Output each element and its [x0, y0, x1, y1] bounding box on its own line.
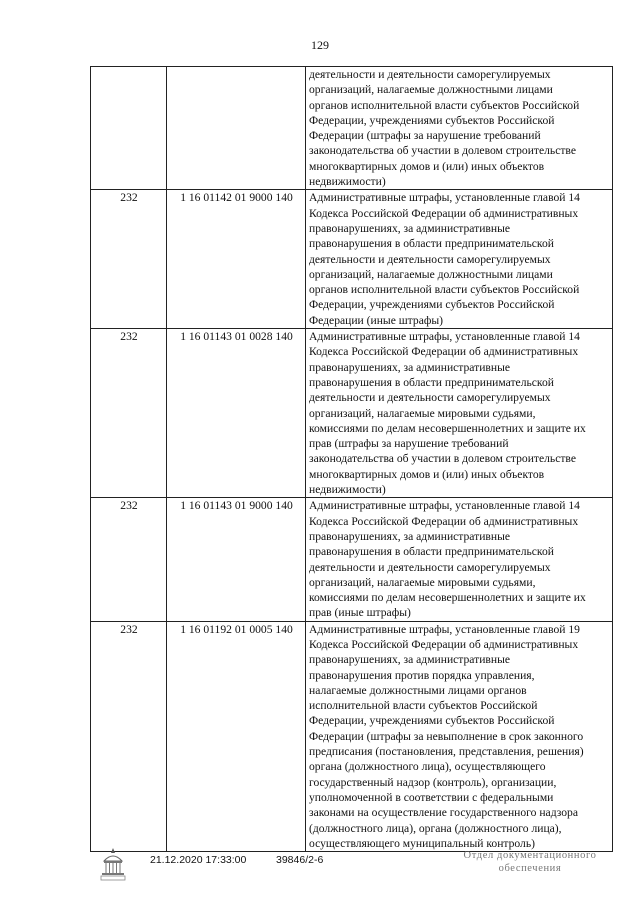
description-line: комиссиями по делам несовершеннолетних и защите их [309, 421, 586, 435]
budget-code-cell: 1 16 01142 01 9000 140 [167, 190, 306, 329]
description-line: органа (должностного лица), осуществляющего [309, 760, 546, 774]
description-line: деятельности и деятельности саморегулируемых [309, 252, 551, 266]
row-number-cell: 232 [91, 498, 167, 621]
description-line: правонарушениях, за административные [309, 653, 511, 667]
description-line: деятельности и деятельности саморегулируемых [309, 68, 551, 81]
description-line: законодательства об участии в долевом строительстве [309, 452, 576, 466]
description-line: государственный надзор (контроль), организации, [309, 775, 557, 789]
description-cell [306, 621, 613, 851]
description-line: комиссиями по делам несовершеннолетних и защите их [309, 591, 586, 605]
stamp-line-1: Отдел документационного [463, 850, 597, 861]
footer-date: 21.12.2020 17:33:00 [150, 854, 247, 866]
row-number-cell: 232 [91, 190, 167, 329]
description-line: исполнительной власти субъектов Российской [309, 699, 538, 713]
description-line: Федерации, учреждениями субъектов Российской [309, 714, 555, 728]
description-line: организаций, налагаемые мировыми судьями, [309, 406, 536, 420]
description-line: Кодекса Российской Федерации об административных [309, 637, 579, 651]
description-line: прав (штрафы за нарушение требований [309, 437, 509, 451]
description-line: деятельности и деятельности саморегулируемых [309, 560, 551, 574]
description-line: Административные штрафы, установленные главой 14 [309, 499, 580, 513]
revenue-codes-table [90, 66, 613, 852]
description-line: Кодекса Российской Федерации об административных [309, 206, 579, 220]
description-line: деятельности и деятельности саморегулируемых [309, 391, 551, 405]
department-stamp [450, 849, 610, 875]
description-line: органов исполнительной власти субъектов Российской [309, 283, 580, 297]
description-line: правонарушения в области предпринимательской [309, 375, 554, 389]
description-line: многоквартирных домов и (или) иных объектов [309, 467, 545, 481]
description-line: правонарушениях, за административные [309, 529, 511, 543]
description-line: правонарушениях, за административные [309, 221, 511, 235]
row-number-cell [91, 67, 167, 190]
description-line: многоквартирных домов и (или) иных объектов [309, 159, 545, 173]
description-line: организаций, налагаемые должностными лицами [309, 83, 553, 97]
budget-code-cell [167, 67, 306, 190]
description-cell [306, 190, 613, 329]
description-line: предписания (постановления, представления, решения) [309, 745, 584, 759]
description-line: (должностного лица), органа (должностного лица), [309, 821, 562, 835]
table-row [91, 329, 613, 498]
description-line: правонарушения против порядка управления, [309, 668, 535, 682]
table-row [91, 621, 613, 851]
page-number: 129 [311, 38, 329, 52]
description-line: Кодекса Российской Федерации об административных [309, 345, 579, 359]
description-line: Административные штрафы, установленные главой 19 [309, 622, 580, 636]
description-line: недвижимости) [309, 483, 386, 497]
description-cell [306, 67, 613, 190]
row-number-cell: 232 [91, 621, 167, 851]
description-cell [306, 329, 613, 498]
description-line: организаций, налагаемые мировыми судьями, [309, 575, 536, 589]
footer-doc-number: 39846/2-6 [276, 854, 324, 866]
description-line: законами на осуществление государственного надзора [309, 806, 578, 820]
building-emblem-icon [100, 845, 126, 883]
description-line: недвижимости) [309, 175, 386, 189]
description-line: Федерации (штрафы за нарушение требований [309, 129, 541, 143]
table-row [91, 190, 613, 329]
description-line: Федерации, учреждениями субъектов Российской [309, 113, 555, 127]
budget-code-cell: 1 16 01143 01 9000 140 [167, 498, 306, 621]
description-line: правонарушения в области предпринимательской [309, 545, 554, 559]
description-line: законодательства об участии в долевом строительстве [309, 144, 576, 158]
description-line: органов исполнительной власти субъектов Российской [309, 98, 580, 112]
description-line: Федерации (иные штрафы) [309, 313, 443, 327]
table-body [91, 67, 613, 852]
description-line: Федерации (штрафы за невыполнение в срок законного [309, 729, 584, 743]
description-line: Административные штрафы, установленные главой 14 [309, 191, 580, 205]
description-line: правонарушениях, за административные [309, 360, 511, 374]
description-line: Административные штрафы, установленные главой 14 [309, 330, 580, 344]
budget-code-cell: 1 16 01143 01 0028 140 [167, 329, 306, 498]
description-line: правонарушения в области предпринимательской [309, 237, 554, 251]
stamp-line-2: обеспечения [498, 863, 562, 874]
description-line: прав (иные штрафы) [309, 606, 411, 620]
description-cell [306, 498, 613, 621]
description-line: осуществляющего муниципальный контроль) [309, 836, 535, 850]
description-line: налагаемые должностными лицами органов [309, 683, 527, 697]
row-number-cell: 232 [91, 329, 167, 498]
page-footer [0, 845, 640, 895]
description-line: организаций, налагаемые должностными лицами [309, 267, 553, 281]
budget-code-cell: 1 16 01192 01 0005 140 [167, 621, 306, 851]
description-line: Кодекса Российской Федерации об административных [309, 514, 579, 528]
table-row [91, 498, 613, 621]
description-line: Федерации, учреждениями субъектов Российской [309, 298, 555, 312]
table-row [91, 67, 613, 190]
description-line: уполномоченной в соответствии с федеральными [309, 790, 554, 804]
